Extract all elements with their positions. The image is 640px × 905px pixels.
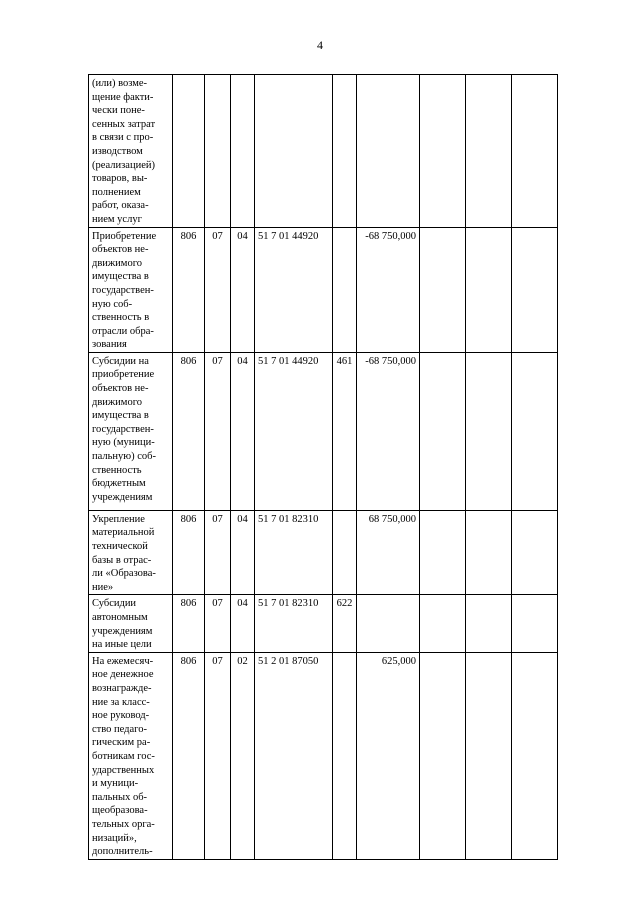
row-name-line: изводством xyxy=(92,145,143,157)
table-row xyxy=(89,75,558,228)
subsection-code-cell: 04 xyxy=(231,227,255,352)
amount-cell-3 xyxy=(466,227,512,352)
row-name-line: Укрепление xyxy=(92,513,145,525)
row-name-line: ную соб- xyxy=(92,298,133,310)
row-name-line: имущества в xyxy=(92,271,149,283)
amount-cell-4 xyxy=(512,352,558,510)
expense-type-cell xyxy=(333,75,357,228)
section-code-cell xyxy=(205,75,231,228)
amount-cell-4 xyxy=(512,652,558,859)
row-name-line: ние» xyxy=(92,581,114,593)
amount-cell-2 xyxy=(420,227,466,352)
expense-type-cell xyxy=(333,227,357,352)
row-name-line: на иные цели xyxy=(92,639,152,651)
table-row xyxy=(89,227,558,352)
row-name-line: (реализацией) xyxy=(92,159,155,171)
amount-cell-3 xyxy=(466,75,512,228)
target-article-cell: 51 7 01 82310 xyxy=(255,595,333,652)
row-name-cell xyxy=(89,227,173,352)
row-name-line: Приобретение xyxy=(92,230,157,242)
department-code-cell: 806 xyxy=(173,595,205,652)
row-name-line: отрасли обра- xyxy=(92,325,154,337)
row-name-line: щеобразова- xyxy=(92,805,148,817)
row-name-line: объектов не- xyxy=(92,383,149,395)
amount-cell-3 xyxy=(466,595,512,652)
amount-cell-3 xyxy=(466,510,512,595)
row-name-line: базы в отрас- xyxy=(92,554,152,566)
row-name-line: На ежемесяч- xyxy=(92,655,154,667)
department-code-cell: 806 xyxy=(173,652,205,859)
row-name-line: Субсидии xyxy=(92,598,137,610)
amount-cell xyxy=(357,75,420,228)
subsection-code-cell: 04 xyxy=(231,510,255,595)
row-name-cell xyxy=(89,352,173,510)
amount-cell-4 xyxy=(512,510,558,595)
amount-cell-4 xyxy=(512,227,558,352)
expense-type-cell xyxy=(333,510,357,595)
expense-type-cell xyxy=(333,652,357,859)
amount-cell-2 xyxy=(420,652,466,859)
expense-type-cell: 461 xyxy=(333,352,357,510)
row-name-line: чески поне- xyxy=(92,105,145,117)
row-name-line: учреждениям xyxy=(92,491,153,503)
table-row xyxy=(89,652,558,859)
target-article-cell: 51 7 01 44920 xyxy=(255,227,333,352)
row-name-line: технической xyxy=(92,541,148,553)
table-row xyxy=(89,510,558,595)
row-name-line: низаций», xyxy=(92,832,137,844)
target-article-cell xyxy=(255,75,333,228)
subsection-code-cell xyxy=(231,75,255,228)
row-name-line: ное денежное xyxy=(92,669,154,681)
amount-cell-2 xyxy=(420,595,466,652)
target-article-cell: 51 2 01 87050 xyxy=(255,652,333,859)
subsection-code-cell: 02 xyxy=(231,652,255,859)
row-name-line: и муници- xyxy=(92,778,139,790)
row-name-line: бюджетным xyxy=(92,478,146,490)
amount-cell: -68 750,000 xyxy=(357,227,420,352)
row-name-line: ботникам гос- xyxy=(92,750,155,762)
row-name-line: ное руковод- xyxy=(92,710,150,722)
department-code-cell xyxy=(173,75,205,228)
amount-cell-2 xyxy=(420,352,466,510)
subsection-code-cell: 04 xyxy=(231,595,255,652)
amount-cell: -68 750,000 xyxy=(357,352,420,510)
row-name-line: движимого xyxy=(92,257,142,269)
amount-cell-3 xyxy=(466,352,512,510)
amount-cell-4 xyxy=(512,75,558,228)
row-name-line: в связи с про- xyxy=(92,132,154,144)
expense-type-cell: 622 xyxy=(333,595,357,652)
amount-cell-4 xyxy=(512,595,558,652)
row-name-cell xyxy=(89,510,173,595)
section-code-cell: 07 xyxy=(205,352,231,510)
row-name-line: государствен- xyxy=(92,423,154,435)
row-name-line: объектов не- xyxy=(92,244,149,256)
row-name-line: учреждениям xyxy=(92,625,153,637)
table-row xyxy=(89,352,558,510)
row-name-line: вознагражде- xyxy=(92,683,152,694)
amount-cell-3 xyxy=(466,652,512,859)
row-name-line: щение факти- xyxy=(92,91,154,103)
amount-cell-2 xyxy=(420,510,466,595)
row-name-line: ственность в xyxy=(92,312,150,324)
row-name-line: дополнитель- xyxy=(92,846,153,858)
department-code-cell: 806 xyxy=(173,227,205,352)
row-name-line: полнением xyxy=(92,186,141,198)
amount-cell-2 xyxy=(420,75,466,228)
section-code-cell: 07 xyxy=(205,227,231,352)
row-name-line: пальную) соб- xyxy=(92,451,156,463)
amount-cell: 68 750,000 xyxy=(357,510,420,595)
row-name-line: (или) возме- xyxy=(92,78,148,89)
row-name-line: ли «Образова- xyxy=(92,568,156,580)
budget-table xyxy=(88,74,558,860)
row-name-line: работ, оказа- xyxy=(92,200,149,212)
row-name-line: движимого xyxy=(92,396,142,408)
row-name-line: ную (муници- xyxy=(92,437,155,449)
row-name-cell xyxy=(89,652,173,859)
row-name-line: ство педаго- xyxy=(92,723,147,735)
section-code-cell: 07 xyxy=(205,510,231,595)
row-name-line: имущества в xyxy=(92,410,149,422)
department-code-cell: 806 xyxy=(173,352,205,510)
row-name-line: ственность xyxy=(92,464,142,476)
row-name-line: материальной xyxy=(92,527,155,539)
amount-cell: 625,000 xyxy=(357,652,420,859)
department-code-cell: 806 xyxy=(173,510,205,595)
row-name-cell xyxy=(89,75,173,228)
row-name-line: сенных затрат xyxy=(92,118,156,130)
row-name-line: пальных об- xyxy=(92,791,148,803)
target-article-cell: 51 7 01 82310 xyxy=(255,510,333,595)
row-name-line: товаров, вы- xyxy=(92,173,148,185)
row-name-line: ударственных xyxy=(92,764,155,776)
section-code-cell: 07 xyxy=(205,652,231,859)
row-name-line: государствен- xyxy=(92,284,154,296)
page-number: 4 xyxy=(317,38,323,52)
amount-cell xyxy=(357,595,420,652)
row-name-line: Субсидии на xyxy=(92,355,149,367)
section-code-cell: 07 xyxy=(205,595,231,652)
target-article-cell: 51 7 01 44920 xyxy=(255,352,333,510)
table-row xyxy=(89,595,558,652)
row-name-line: тельных орга- xyxy=(92,818,155,830)
row-name-line: зования xyxy=(92,339,127,351)
row-name-line: нием услуг xyxy=(92,213,142,225)
subsection-code-cell: 04 xyxy=(231,352,255,510)
row-name-line: приобретение xyxy=(92,369,155,381)
row-name-line: ние за класс- xyxy=(92,696,150,708)
row-name-cell xyxy=(89,595,173,652)
row-name-line: гическим ра- xyxy=(92,737,151,749)
row-name-line: автономным xyxy=(92,612,148,624)
